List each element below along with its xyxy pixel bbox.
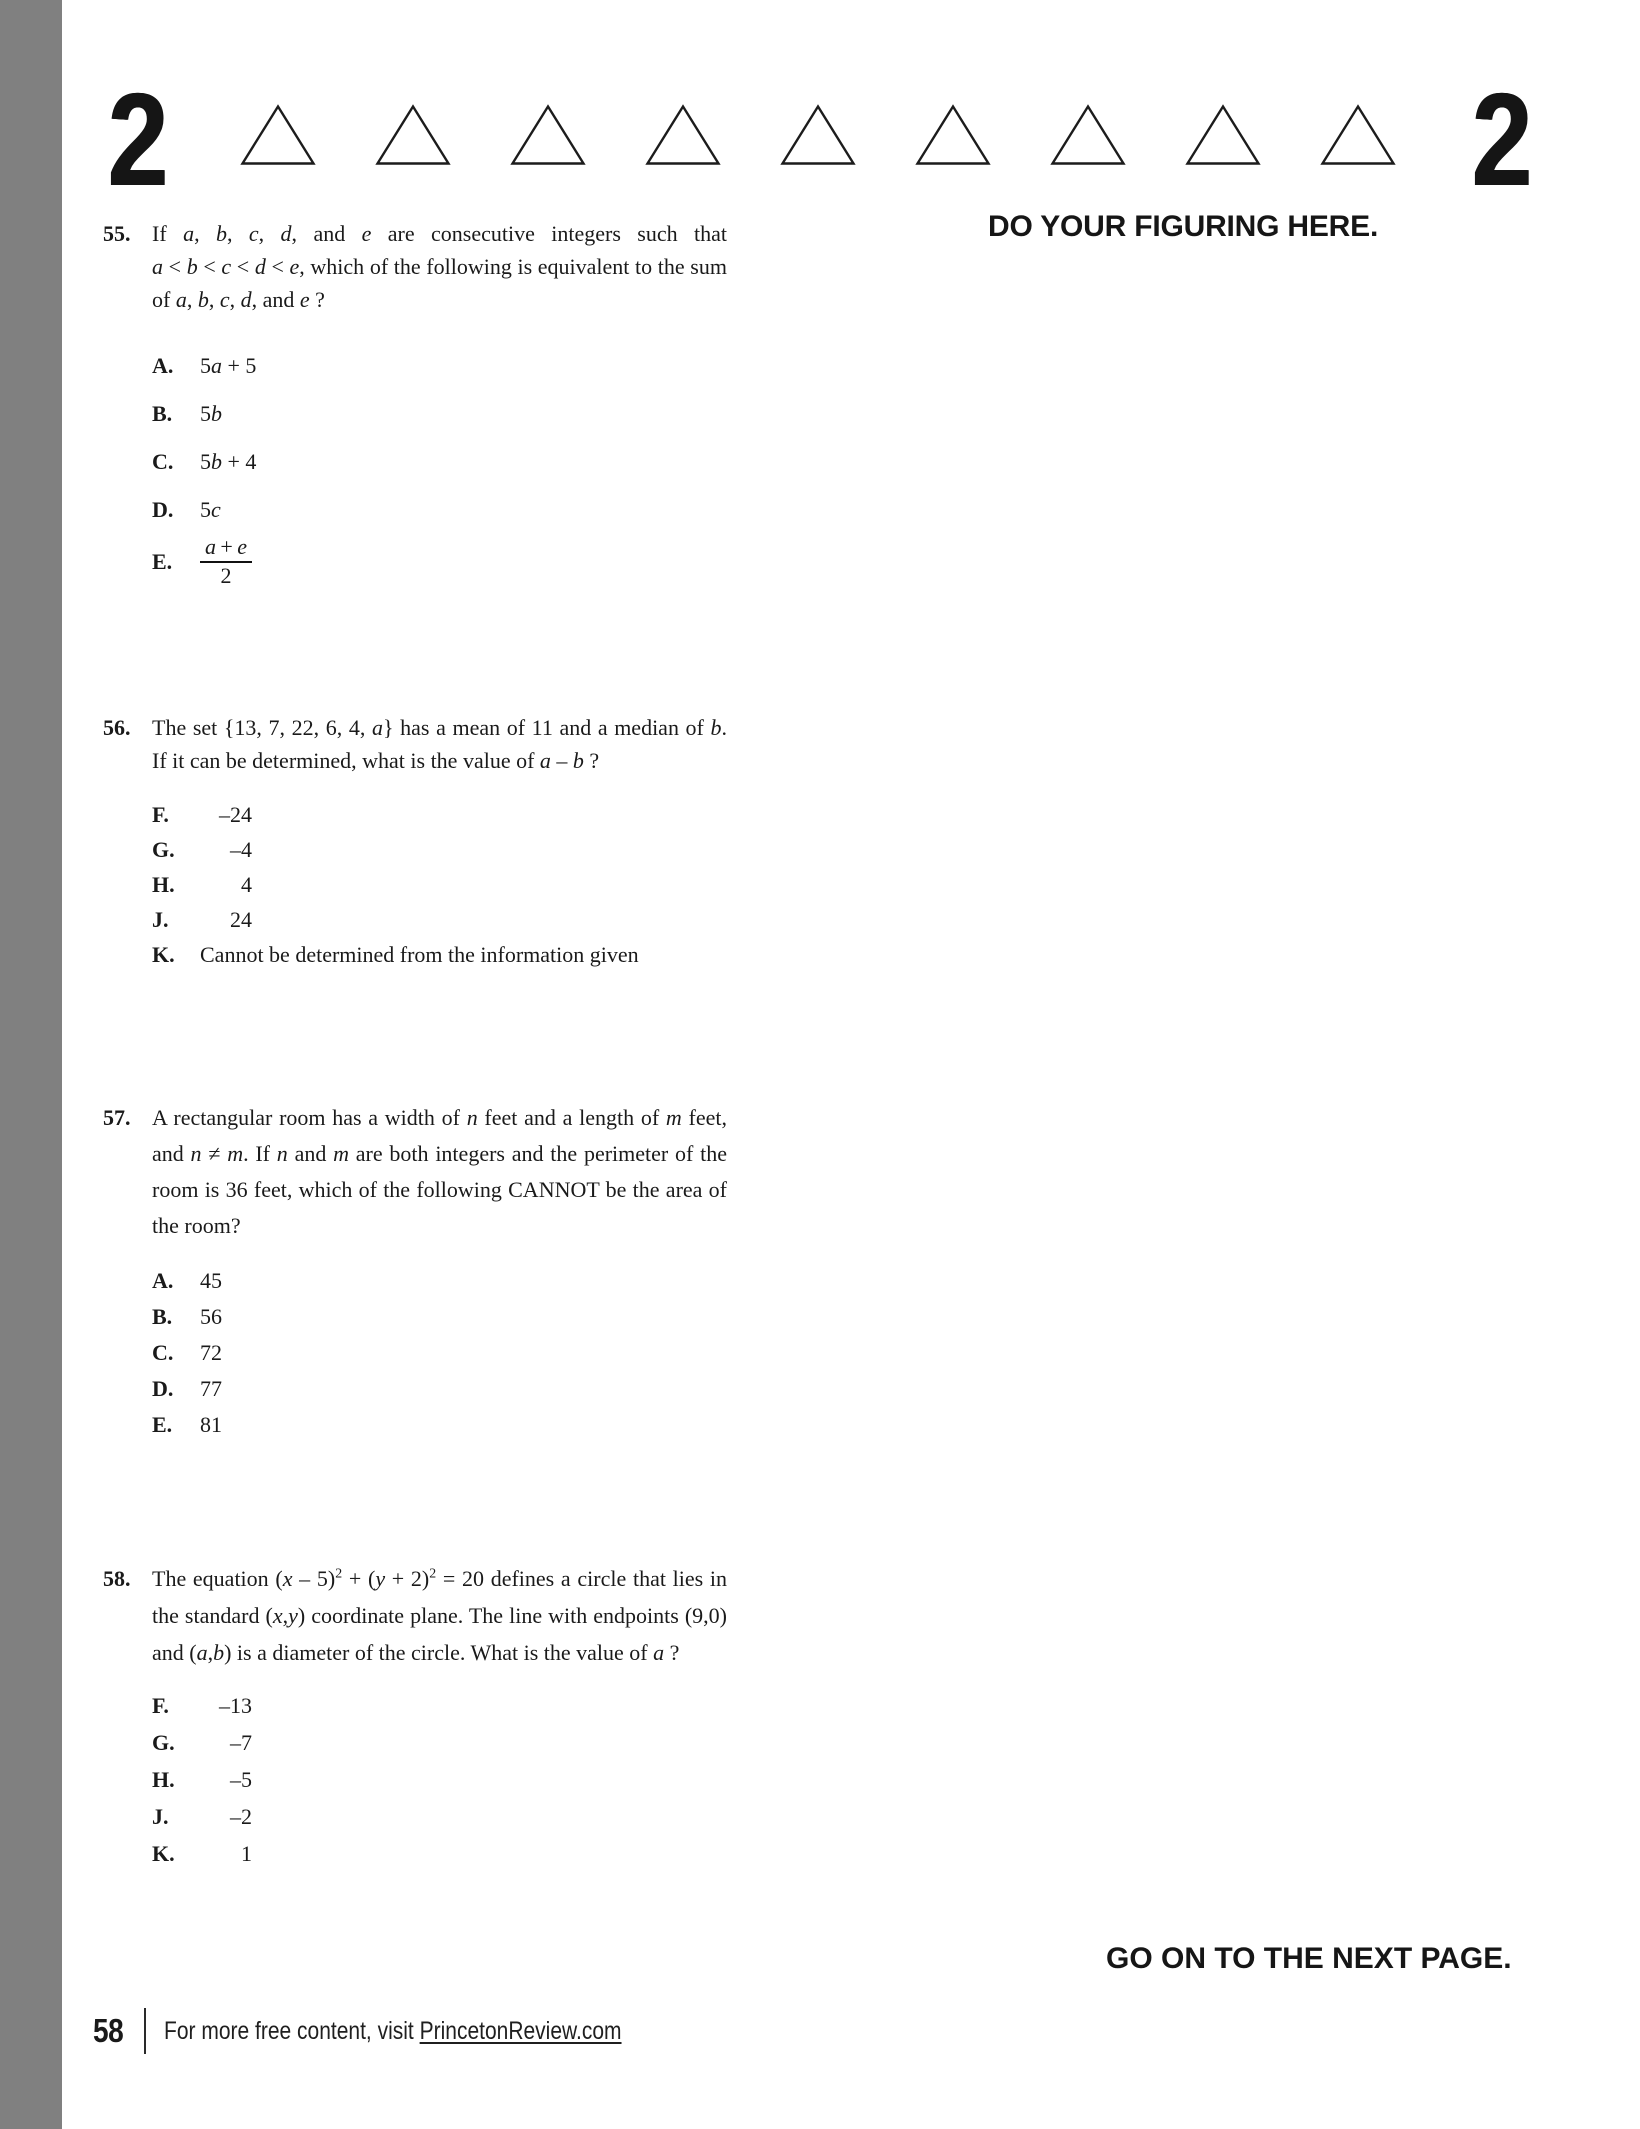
choice-list (152, 797, 727, 972)
text-run: A rectangular room has a width of (152, 1105, 467, 1130)
text-run: 5 (200, 449, 211, 474)
fraction-denominator: 2 (220, 563, 232, 588)
math-variable: m (333, 1141, 350, 1166)
question-number: 55. (103, 221, 131, 246)
math-variable: b (197, 287, 209, 312)
question-57 (103, 1100, 727, 1443)
choice-label: H. (152, 871, 175, 897)
choice-D (152, 1371, 727, 1407)
text-run: 4 (241, 871, 252, 897)
text-run: 5 (200, 401, 211, 426)
choice-F (152, 797, 727, 832)
choice-D (152, 486, 727, 534)
question-stem (152, 217, 727, 316)
choice-value (200, 1268, 222, 1294)
question-55 (103, 217, 727, 590)
math-exponent: 2 (429, 1565, 437, 1581)
choice-C (152, 1335, 727, 1371)
question-number: 58. (103, 1566, 131, 1591)
choice-value (200, 942, 639, 968)
choice-label: F. (152, 1692, 169, 1718)
text-run: . If it can be determined, what is the value of (152, 715, 727, 773)
math-variable: c (219, 287, 230, 312)
math-variable: c (221, 254, 232, 279)
math-variable: m (227, 1141, 244, 1166)
choice-J (152, 902, 727, 937)
math-variable: x (282, 1566, 293, 1591)
math-variable: b (215, 221, 227, 246)
choice-value (200, 401, 222, 427)
page-edge-strip (0, 0, 62, 2129)
text-run: 24 (230, 906, 252, 932)
text-run: + 2) (385, 1566, 430, 1591)
choice-H (152, 1761, 727, 1798)
question-58 (103, 1560, 727, 1872)
choice-label: A. (152, 353, 174, 378)
page-number: 58 (93, 2012, 124, 2049)
choice-label: H. (152, 1766, 175, 1792)
math-variable: n (466, 1105, 478, 1130)
triangle-icon (510, 104, 586, 166)
text-run: 77 (200, 1376, 222, 1401)
choice-value (200, 907, 252, 933)
choice-label: C. (152, 1340, 174, 1365)
choice-value (200, 1767, 252, 1793)
choice-value (200, 1841, 252, 1867)
question-number: 56. (103, 715, 131, 740)
choice-value (200, 449, 256, 475)
text-run: –24 (219, 801, 252, 827)
choice-label: D. (152, 497, 174, 522)
text-run: , and (291, 221, 362, 246)
page-footer (93, 2008, 709, 2054)
text-run: –7 (230, 1729, 252, 1755)
choice-value (200, 802, 252, 828)
footer-link[interactable]: PrincetonReview.com (419, 2016, 622, 2045)
text-run: ? (309, 287, 325, 312)
text-run: –4 (230, 836, 252, 862)
text-run: < (163, 254, 187, 279)
triangle-row (240, 104, 1396, 166)
section-number-left: 2 (108, 66, 169, 213)
text-run: are both integers and the perimeter of the room is 36 feet, which of the following CANNOT be the area of the room? (152, 1141, 727, 1238)
math-variable: a (211, 353, 222, 378)
triangle-icon (1185, 104, 1261, 166)
math-variable: a (183, 221, 195, 246)
text-run: ≠ (201, 1141, 228, 1166)
text-run: The equation ( (152, 1566, 283, 1591)
fraction (200, 535, 252, 588)
text-run: < (197, 254, 222, 279)
choice-A (152, 1263, 727, 1299)
choice-value (200, 1340, 222, 1366)
choice-value (200, 1804, 252, 1830)
choice-B (152, 1299, 727, 1335)
triangle-icon (780, 104, 856, 166)
math-variable: b (186, 254, 198, 279)
choice-label: E. (152, 1412, 173, 1437)
text-run: 81 (200, 1412, 222, 1437)
triangle-icon (915, 104, 991, 166)
math-variable: n (276, 1141, 288, 1166)
text-run: 5 (200, 497, 211, 522)
text-run: , (194, 221, 216, 246)
question-number: 57. (103, 1105, 131, 1130)
triangle-icon (1050, 104, 1126, 166)
choice-E (152, 534, 727, 590)
choice-G (152, 832, 727, 867)
choice-K (152, 1835, 727, 1872)
text-run: , (226, 221, 249, 246)
text-run: . If (243, 1141, 277, 1166)
choice-A (152, 342, 727, 390)
choice-H (152, 867, 727, 902)
math-variable: c (248, 221, 259, 246)
question-stem (152, 1100, 727, 1244)
question-body (152, 217, 727, 590)
text-run: –2 (230, 1803, 252, 1829)
choice-label: A. (152, 1268, 174, 1293)
text-run: ? (664, 1640, 680, 1665)
choice-label: K. (152, 941, 175, 967)
math-variable: a (205, 534, 216, 560)
text-run: } has a mean of 11 and a median of (382, 715, 711, 740)
text-run: 5 (200, 353, 211, 378)
math-variable: e (361, 221, 372, 246)
choice-list (152, 342, 727, 590)
question-56 (103, 711, 727, 972)
text-run: = 20 defines a circle that lies in the standard ( (152, 1566, 728, 1628)
text-run: + (216, 534, 238, 560)
math-variable: d (280, 221, 292, 246)
question-body (152, 1100, 727, 1443)
text-run: , (186, 287, 198, 312)
text-run: , (229, 287, 241, 312)
text-run: , (258, 221, 281, 246)
choice-label: J. (152, 906, 169, 932)
choice-F (152, 1687, 727, 1724)
text-run: –5 (230, 1766, 252, 1792)
choice-value (200, 1376, 222, 1402)
math-variable: y (288, 1603, 298, 1628)
text-run: ) is a diameter of the circle. What is the value of (224, 1640, 654, 1665)
footer-text-prefix: For more free content, visit (164, 2016, 420, 2045)
text-run: + ( (342, 1566, 376, 1591)
math-variable: a (371, 715, 383, 740)
text-run: – 5) (292, 1566, 336, 1591)
text-run: are consecutive integers such that (371, 221, 728, 246)
text-run: –13 (219, 1692, 252, 1718)
footer-text (164, 2017, 622, 2046)
math-variable: a (539, 748, 551, 773)
choice-label: K. (152, 1840, 175, 1866)
math-variable: b (710, 715, 722, 740)
choice-value (200, 1412, 222, 1438)
question-body (152, 711, 727, 972)
text-run: < (231, 254, 255, 279)
section-number-right: 2 (1472, 66, 1533, 213)
math-variable: y (375, 1566, 386, 1591)
choice-value (200, 353, 256, 379)
math-variable: a (196, 1640, 208, 1665)
choice-value (200, 872, 252, 898)
text-run: feet and a length of (477, 1105, 666, 1130)
choice-C (152, 438, 727, 486)
math-variable: b (211, 401, 222, 426)
math-variable: a (152, 254, 163, 279)
choice-label: J. (152, 1803, 169, 1829)
text-run: The set {13, 7, 22, 6, 4, (152, 715, 372, 740)
choice-G (152, 1724, 727, 1761)
choice-label: D. (152, 1376, 174, 1401)
text-run: , (207, 1640, 214, 1665)
triangle-icon (375, 104, 451, 166)
triangle-icon (645, 104, 721, 166)
math-variable: m (665, 1105, 682, 1130)
choice-J (152, 1798, 727, 1835)
text-run: + 4 (222, 449, 257, 474)
triangle-icon (1320, 104, 1396, 166)
choice-value (200, 497, 221, 523)
math-variable: n (190, 1141, 202, 1166)
math-exponent: 2 (335, 1565, 343, 1581)
choice-E (152, 1407, 727, 1443)
choice-value (200, 1730, 252, 1756)
math-variable: x (272, 1603, 283, 1628)
choice-value (200, 1304, 222, 1330)
question-stem (152, 1560, 727, 1671)
text-run: , which of the following is equivalent to the sum of (152, 254, 727, 312)
text-run: , (282, 1603, 289, 1628)
text-run: , and (251, 287, 300, 312)
text-run: Cannot be determined from the information given (200, 941, 639, 967)
choice-value (200, 1693, 252, 1719)
math-variable: d (254, 254, 266, 279)
choice-label: G. (152, 836, 175, 862)
math-variable: e (289, 254, 300, 279)
choice-label: F. (152, 801, 169, 827)
text-run: – (550, 748, 573, 773)
figuring-heading: DO YOUR FIGURING HERE. (988, 210, 1379, 243)
text-run: ? (583, 748, 600, 773)
footer-divider (144, 2008, 146, 2054)
math-variable: b (211, 449, 222, 474)
choice-list (152, 1687, 727, 1872)
text-run: 45 (200, 1268, 222, 1293)
choice-label: C. (152, 449, 174, 474)
choice-label: B. (152, 401, 173, 426)
choice-value (200, 837, 252, 863)
math-variable: e (299, 287, 310, 312)
text-run: feet, and (152, 1105, 728, 1166)
choice-list (152, 1263, 727, 1443)
math-variable: e (237, 534, 247, 560)
go-on-notice: GO ON TO THE NEXT PAGE. (1106, 1942, 1512, 1975)
math-variable: a (175, 287, 187, 312)
choice-label: B. (152, 1304, 173, 1329)
math-variable: a (653, 1640, 665, 1665)
text-run: and (287, 1141, 334, 1166)
choice-B (152, 390, 727, 438)
question-body (152, 1560, 727, 1872)
text-run: If (152, 221, 184, 246)
triangle-icon (240, 104, 316, 166)
text-run: 72 (200, 1340, 222, 1365)
question-stem (152, 711, 727, 777)
math-variable: c (211, 497, 221, 522)
math-variable: b (572, 748, 584, 773)
math-variable: d (240, 287, 252, 312)
fraction-numerator (200, 535, 252, 563)
choice-label: G. (152, 1729, 175, 1755)
math-variable: b (213, 1640, 225, 1665)
choice-K (152, 937, 727, 972)
text-run: 56 (200, 1304, 222, 1329)
text-run: ) coordinate plane. The line with endpoints (9,0) and ( (152, 1603, 727, 1665)
text-run: + 5 (222, 353, 257, 378)
text-run: , (208, 287, 220, 312)
text-run: 1 (241, 1840, 252, 1866)
text-run: < (265, 254, 290, 279)
choice-label: E. (152, 549, 173, 574)
